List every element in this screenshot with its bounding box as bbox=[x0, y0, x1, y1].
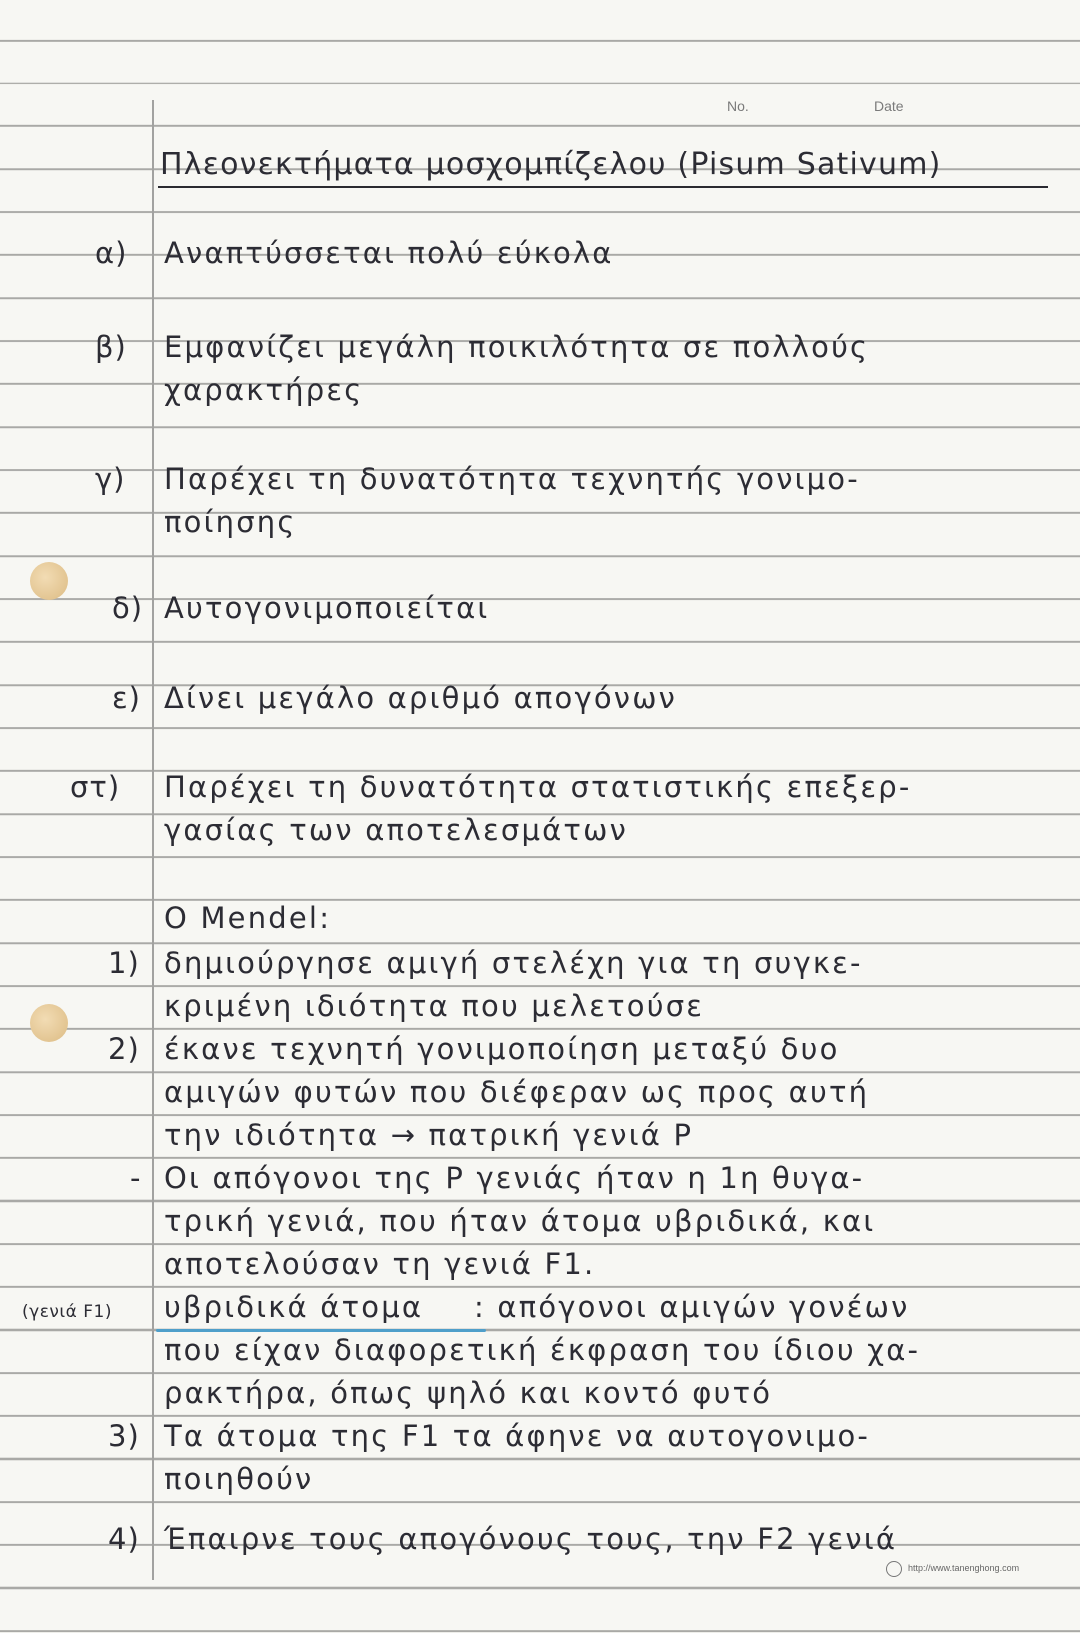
advantage-text: Παρέχει τη δυνατότητα στατιστικής επεξερ- bbox=[164, 770, 912, 804]
step-label: 1) bbox=[108, 946, 140, 980]
step-text: έκανε τεχνητή γονιμοποίηση μεταξύ δυο bbox=[164, 1032, 840, 1066]
step-label: 2) bbox=[108, 1032, 140, 1066]
advantage-text: Παρέχει τη δυνατότητα τεχνητής γονιμο- bbox=[164, 462, 860, 496]
step-text: Έπαιρνε τους απογόνους τους, την F2 γενιά bbox=[164, 1522, 898, 1556]
hybrid-side-label: (γενιά F1) bbox=[22, 1302, 112, 1322]
step-text: την ιδιότητα → πατρική γενιά P bbox=[164, 1118, 694, 1152]
advantage-text: Δίνει μεγάλο αριθμό απογόνων bbox=[164, 681, 678, 715]
binder-hole bbox=[30, 1004, 68, 1042]
item-label: δ) bbox=[112, 591, 144, 625]
note-dash: - bbox=[130, 1161, 142, 1195]
footer-url: http://www.tanenghong.com bbox=[908, 1563, 1020, 1573]
note-text: τρική γενιά, που ήταν άτομα υβριδικά, και bbox=[164, 1204, 876, 1238]
term-highlight-underline bbox=[156, 1329, 486, 1332]
title-underline bbox=[158, 186, 1048, 188]
mendel-heading: Ο Mendel: bbox=[164, 901, 332, 935]
item-label: γ) bbox=[95, 462, 126, 496]
step-label: 3) bbox=[108, 1419, 140, 1453]
step-text: κριμένη ιδιότητα που μελετούσε bbox=[164, 989, 705, 1023]
advantage-text: χαρακτήρες bbox=[164, 373, 364, 407]
margin-line bbox=[152, 100, 154, 1580]
advantage-text: Αυτογονιμοποιείται bbox=[164, 591, 490, 625]
step-label: 4) bbox=[108, 1522, 140, 1556]
item-label: β) bbox=[95, 330, 127, 364]
step-text: Τα άτομα της F1 τα άφηνε να αυτογονιμο- bbox=[164, 1419, 871, 1453]
number-label: No. bbox=[727, 98, 749, 114]
step-text: δημιούργησε αμιγή στελέχη για τη συγκε- bbox=[164, 946, 863, 980]
item-label: α) bbox=[95, 236, 128, 270]
item-label: στ) bbox=[70, 770, 121, 804]
hybrid-definition: ρακτήρα, όπως ψηλό και κοντό φυτό bbox=[164, 1376, 773, 1410]
note-text: Οι απόγονοι της P γενιάς ήταν η 1η θυγα- bbox=[164, 1161, 865, 1195]
note-text: αποτελούσαν τη γενιά F1. bbox=[164, 1247, 596, 1281]
page-title: Πλεονεκτήματα μοσχομπίζελου (Pisum Sativum) bbox=[160, 147, 942, 182]
globe-icon bbox=[886, 1561, 902, 1577]
item-label: ε) bbox=[112, 681, 141, 715]
step-text: αμιγών φυτών που διέφεραν ως προς αυτή bbox=[164, 1075, 870, 1109]
advantage-text: Εμφανίζει μεγάλη ποικιλότητα σε πολλούς bbox=[164, 330, 870, 364]
advantage-text: ποίησης bbox=[164, 505, 297, 539]
advantage-text: γασίας των αποτελεσμάτων bbox=[164, 813, 628, 847]
binder-hole bbox=[30, 562, 68, 600]
hybrid-definition: που είχαν διαφορετική έκφραση του ίδιου χα- bbox=[164, 1333, 921, 1367]
hybrid-term: υβριδικά άτομα bbox=[164, 1290, 424, 1324]
hybrid-definition: : απόγονοι αμιγών γονέων bbox=[474, 1290, 910, 1324]
date-label: Date bbox=[874, 98, 904, 114]
step-text: ποιηθούν bbox=[164, 1462, 314, 1496]
advantage-text: Αναπτύσσεται πολύ εύκολα bbox=[164, 236, 614, 270]
